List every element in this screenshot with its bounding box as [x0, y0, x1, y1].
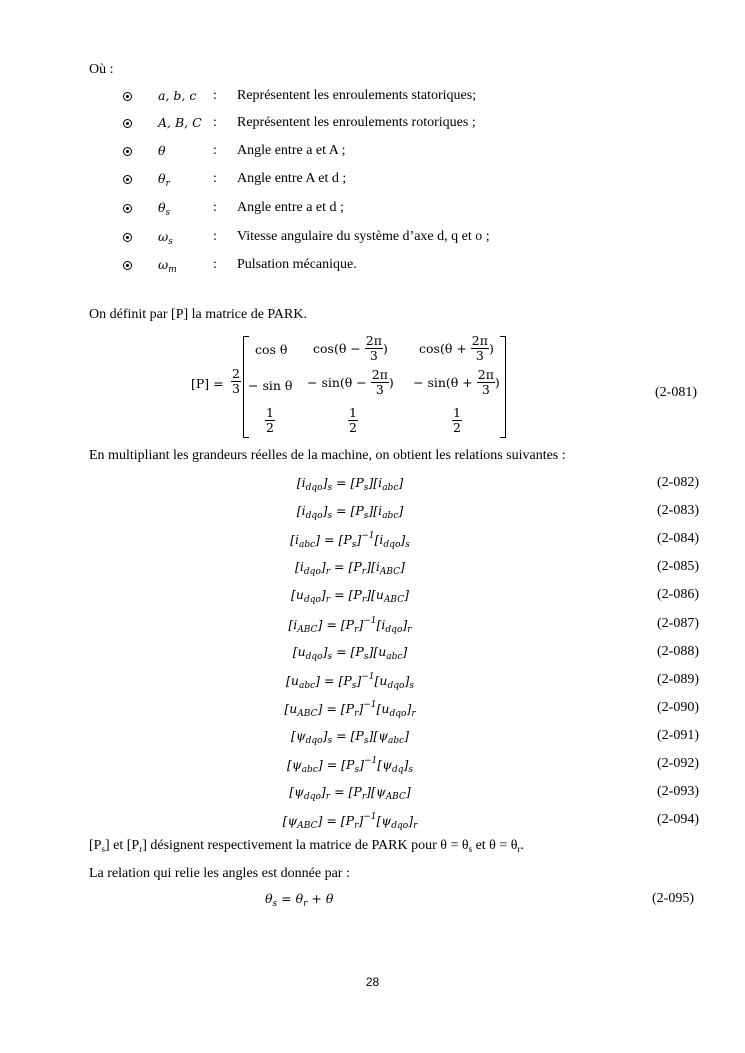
equation-row: [0, 672, 745, 694]
equation-row: [0, 728, 745, 750]
park-intro: On définit par [P] la matrice de PARK.: [89, 307, 307, 322]
equation-body: $[i_{dqo}]_s = [P_s][i_{abc}]$: [296, 503, 404, 521]
definition-item: [0, 200, 745, 220]
final-equation-number: (2-095): [652, 891, 694, 906]
definition-symbol: $\theta_s$: [158, 200, 171, 218]
definition-symbol: $\theta_r$: [158, 171, 170, 189]
equation-number: (2-082): [657, 475, 699, 490]
relation-intro: La relation qui relie les angles est donnée par :: [89, 866, 350, 881]
equation-body: $[i_{dqo}]_s = [P_s][i_{abc}]$: [296, 475, 404, 493]
equation-body: $[u_{abc}] = [P_s]^{-1}[u_{dqo}]_s$: [286, 672, 414, 691]
matrix-right-bracket: [500, 336, 506, 438]
equation-number: (2-087): [657, 616, 699, 631]
equation-row: [0, 756, 745, 778]
definition-colon: :: [213, 171, 217, 186]
matrix-coefficient: $\frac{2}{3}$: [232, 366, 240, 396]
matrix-r1c2: cos(θ − $\frac{2\pi}{3}$ ): [313, 333, 388, 363]
bullet-icon: [123, 204, 132, 213]
mult-intro: En multipliant les grandeurs réelles de la machine, on obtient les relations suivantes :: [89, 448, 566, 463]
bullet-icon: [123, 261, 132, 270]
bullet-icon: [123, 92, 132, 101]
equation-body: $[\psi_{dqo}]_r = [P_r][\psi_{ABC}]$: [289, 784, 411, 802]
definition-colon: :: [213, 115, 217, 130]
definition-symbol: a, b, c: [158, 88, 197, 103]
ps-pr-text: $[P_s]$ et $[P_r]$ désignent respectivement la matrice de PARK pour $\theta = \theta_s$ et $\theta = \theta_r$.: [89, 838, 524, 854]
equation-row: [0, 784, 745, 806]
definition-item: [0, 171, 745, 191]
intro-text: Où :: [89, 62, 114, 77]
matrix-r1c1: cos θ: [255, 342, 288, 357]
definition-text: Angle entre A et d ;: [237, 171, 347, 186]
matrix-r2c1: − sin θ: [248, 378, 293, 393]
definition-item: [0, 115, 745, 135]
equation-number: (2-093): [657, 784, 699, 799]
matrix-r1c3: cos(θ + $\frac{2\pi}{3}$ ): [419, 333, 494, 363]
definition-symbol: A, B, C: [158, 115, 202, 130]
equation-number: (2-090): [657, 700, 699, 715]
equation-row: [0, 616, 745, 638]
definition-symbol: $\omega_m$: [158, 257, 177, 275]
page-number: 28: [365, 975, 380, 989]
matrix-r2c3: − sin(θ + $\frac{2\pi}{3}$ ): [413, 367, 500, 397]
equation-row: [0, 531, 745, 553]
equation-row: [0, 700, 745, 722]
park-matrix: [191, 334, 521, 440]
equation-body: $[u_{ABC}] = [P_r]^{-1}[u_{dqo}]_r$: [284, 700, 416, 719]
equation-body: $[\psi_{ABC}] = [P_r]^{-1}[\psi_{dqo}]_r$: [282, 812, 418, 831]
equation-row: [0, 503, 745, 525]
equation-number: (2-089): [657, 672, 699, 687]
equation-number: (2-091): [657, 728, 699, 743]
definition-symbol: $\omega_s$: [158, 229, 173, 247]
matrix-lhs: [P] =: [191, 376, 224, 391]
definition-colon: :: [213, 229, 217, 244]
equation-number: (2-085): [657, 559, 699, 574]
definition-item: [0, 229, 745, 249]
equation-number: (2-088): [657, 644, 699, 659]
definition-colon: :: [213, 200, 217, 215]
equation-number: (2-094): [657, 812, 699, 827]
equation-row: [0, 475, 745, 497]
definition-text: Représentent les enroulements statoriques;: [237, 88, 477, 103]
definition-colon: :: [213, 88, 217, 103]
equation-body: $[i_{dqo}]_r = [P_r][i_{ABC}]$: [295, 559, 405, 577]
definition-item: [0, 88, 745, 108]
definition-colon: :: [213, 143, 217, 158]
bullet-icon: [123, 233, 132, 242]
definition-text: Pulsation mécanique.: [237, 257, 357, 272]
equation-row: [0, 812, 745, 834]
equation-row: [0, 587, 745, 609]
final-equation: $\theta_s = \theta_r + \theta$: [265, 891, 334, 909]
equation-body: $[u_{dqo}]_r = [P_r][u_{ABC}]$: [291, 587, 409, 605]
matrix-r2c2: − sin(θ − $\frac{2\pi}{3}$ ): [307, 367, 394, 397]
definition-symbol: θ: [158, 143, 166, 158]
equation-body: $[i_{ABC}] = [P_r]^{-1}[i_{dqo}]_r$: [288, 616, 412, 635]
equation-row: [0, 559, 745, 581]
definition-text: Vitesse angulaire du système d’axe d, q et o ;: [237, 229, 490, 244]
definition-text: Angle entre a et A ;: [237, 143, 346, 158]
equation-body: $[i_{abc}] = [P_s]^{-1}[i_{dqo}]_s$: [290, 531, 410, 550]
equation-body: $[\psi_{dqo}]_s = [P_s][\psi_{abc}]$: [290, 728, 410, 746]
equation-body: $[u_{dqo}]_s = [P_s][u_{abc}]$: [292, 644, 408, 662]
matrix-r3c2: $\frac{1}{2}$: [349, 405, 357, 435]
bullet-icon: [123, 175, 132, 184]
matrix-r3c1: $\frac{1}{2}$: [266, 405, 274, 435]
equation-row: [0, 644, 745, 666]
definition-text: Représentent les enroulements rotoriques ;: [237, 115, 476, 130]
definition-item: [0, 143, 745, 163]
matrix-r3c3: $\frac{1}{2}$: [453, 405, 461, 435]
equation-number: (2-084): [657, 531, 699, 546]
equation-number: (2-092): [657, 756, 699, 771]
equation-number: (2-083): [657, 503, 699, 518]
matrix-equation-number: (2-081): [655, 385, 697, 400]
bullet-icon: [123, 147, 132, 156]
equation-number: (2-086): [657, 587, 699, 602]
definition-item: [0, 257, 745, 277]
definition-text: Angle entre a et d ;: [237, 200, 344, 215]
definition-colon: :: [213, 257, 217, 272]
bullet-icon: [123, 119, 132, 128]
equation-body: $[\psi_{abc}] = [P_s]^{-1}[\psi_{dq}]_s$: [287, 756, 413, 775]
